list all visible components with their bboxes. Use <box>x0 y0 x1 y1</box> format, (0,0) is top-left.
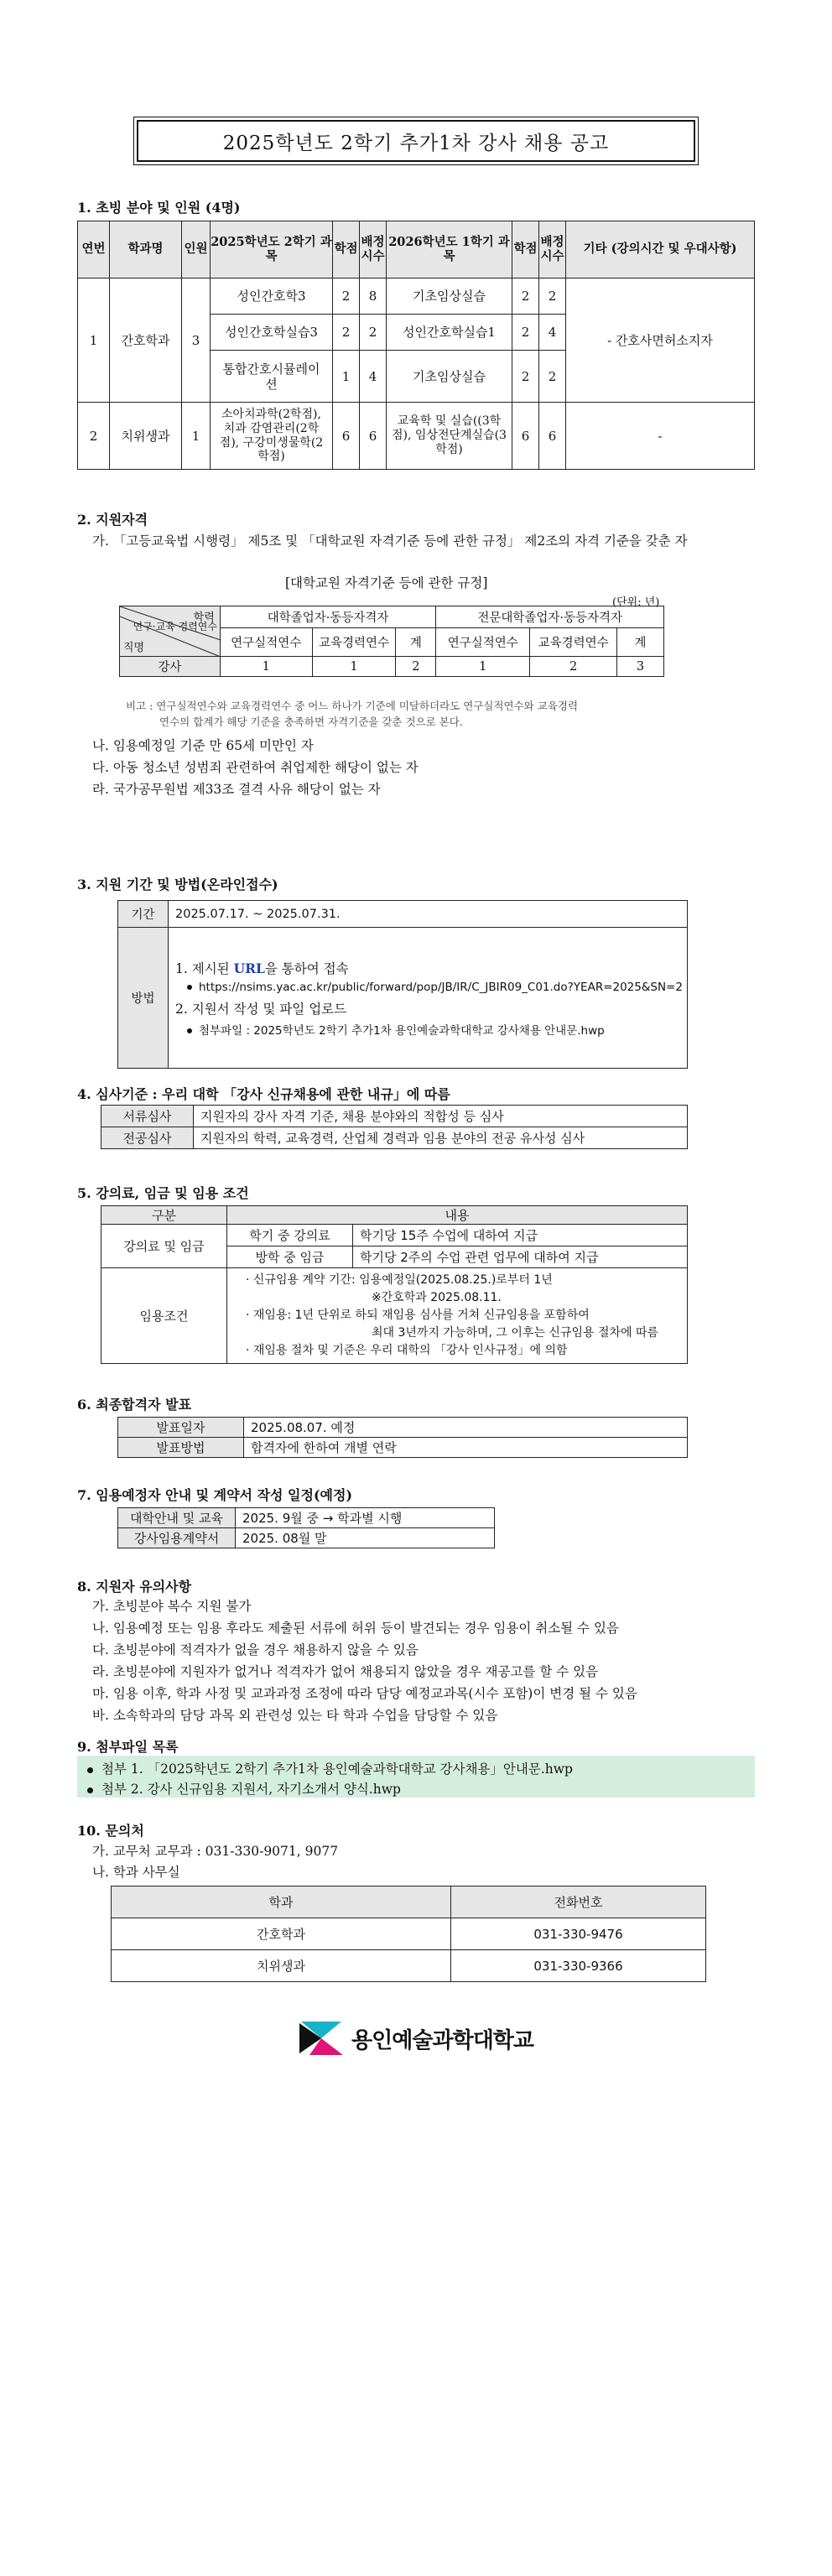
header-subject-2026: 2026학년도 1학기 과목 <box>387 221 512 278</box>
qualification-ra: 라. 국가공무원법 제33조 결격 사유 해당이 없는 자 <box>92 782 381 797</box>
table-row <box>78 278 755 315</box>
hours-cell: 2 <box>539 351 566 403</box>
header-subject-2025: 2025학년도 2학기 과목 <box>211 221 333 278</box>
section-8-heading: 8. 지원자 유의사항 <box>77 1579 192 1595</box>
credit-cell: 2 <box>512 315 539 351</box>
contact-phone: 031-330-9366 <box>451 1950 706 1982</box>
contact-dept: 간호학과 <box>112 1918 451 1950</box>
value-cell: 2 <box>396 657 436 677</box>
table-row <box>112 1918 706 1950</box>
header-no: 연번 <box>78 221 110 278</box>
sub-header: 연구실적연수 <box>436 628 530 657</box>
note-line-1: 비고 : 연구실적연수와 교육경력연수 중 어느 하나가 기준에 미달하더라도 연구실적연수와 교육경력 <box>126 700 579 712</box>
col-header: 구분 <box>101 1206 227 1225</box>
sub-header: 교육경력연수 <box>530 628 617 657</box>
table-row <box>78 403 755 470</box>
schedule-text: 2025. 08월 말 <box>236 1528 495 1548</box>
col-header: 전화번호 <box>451 1886 706 1918</box>
corner-mid-label: 연구·교육 경력연수 <box>133 621 217 632</box>
section-7-heading: 7. 임용예정자 안내 및 계약서 작성 일정(예정) <box>77 1487 353 1503</box>
section-4-heading: 4. 심사기준 : 우리 대학 「강사 신규채용에 관한 내규」에 따름 <box>77 1086 450 1102</box>
unit-label: (단위: 년) <box>612 596 660 609</box>
step1-prefix: 1. 제시된 <box>175 960 234 976</box>
subject-cell: 성인간호학실습1 <box>387 315 512 351</box>
bullet-icon <box>187 985 192 990</box>
pay2-text: 학기당 2주의 수업 관련 업무에 대하여 지급 <box>353 1246 688 1268</box>
schedule-label: 강사임용계약서 <box>118 1528 236 1548</box>
schedule-table <box>117 1507 495 1548</box>
method-label: 방법 <box>118 928 169 1069</box>
schedule-label: 대학안내 및 교육 <box>118 1508 236 1528</box>
subject-cell: 교육학 및 실습((3학점), 임상전단계실습(3학점) <box>387 403 512 470</box>
announce-text: 2025.08.07. 예정 <box>244 1418 688 1438</box>
notice-item: 마. 임용 이후, 학과 사정 및 교과과정 조정에 따라 담당 예정교과목(시수 포함)이 변경 될 수 있음 <box>92 1686 637 1701</box>
announce-label: 발표방법 <box>118 1438 244 1458</box>
attachment-2-label: 첨부 2. 강사 신규임용 지원서, 자기소개서 양식.hwp <box>101 1782 401 1797</box>
table-row <box>118 1418 688 1438</box>
cond-line: · 재임용 절차 및 기준은 우리 대학의 「강사 인사규정」에 의함 <box>246 1344 568 1357</box>
value-cell: 2 <box>530 657 617 677</box>
method-content <box>169 928 688 1069</box>
hours-cell: 2 <box>360 315 387 351</box>
subject-cell: 성인간호학3 <box>211 278 333 315</box>
row-count: 1 <box>182 403 211 470</box>
table-row <box>118 1528 495 1548</box>
application-link[interactable]: https://nsims.yac.ac.kr/public/forward/pop/JB/IR/C_JBIR09_C01.do?YEAR=2025&SN=2 <box>199 980 683 994</box>
step1-suffix: 을 통하여 접속 <box>264 960 349 976</box>
sub-header: 계 <box>617 628 664 657</box>
hours-cell: 6 <box>360 403 387 470</box>
table-row <box>101 1268 688 1364</box>
section-5-heading: 5. 강의료, 임금 및 임용 조건 <box>77 1185 249 1201</box>
review-table <box>101 1105 688 1149</box>
qualification-table <box>119 606 664 677</box>
value-cell: 1 <box>220 657 312 677</box>
header-count: 인원 <box>182 221 211 278</box>
table-row <box>101 1225 688 1246</box>
step1-url-text: URL <box>233 960 265 976</box>
subject-cell: 통합간호시뮬레이션 <box>211 351 333 403</box>
page-title: 2025학년도 2학기 추가1차 강사 채용 공고 <box>137 120 695 162</box>
group1-header: 대학졸업자·동등자격자 <box>220 606 436 628</box>
review-label: 전공심사 <box>101 1127 194 1149</box>
notice-item: 라. 초빙분야에 지원자가 없거나 적격자가 없어 채용되지 않았을 경우 재공고를 할 수 있음 <box>92 1664 599 1679</box>
contact-table <box>111 1886 706 1982</box>
table-row <box>101 1127 688 1149</box>
cond-line: · 신규임용 계약 기간: 임용예정일(2025.08.25.)로부터 1년 <box>246 1273 553 1287</box>
table-row <box>118 1438 688 1458</box>
table-row <box>118 1508 495 1528</box>
attachment-2[interactable] <box>87 1779 401 1798</box>
announce-label: 발표일자 <box>118 1418 244 1438</box>
section-9-heading: 9. 첨부파일 목록 <box>77 1739 179 1755</box>
header-etc: 기타 (강의시간 및 우대사항) <box>566 221 755 278</box>
row-dept: 간호학과 <box>110 278 182 403</box>
subject-cell: 기초임상실습 <box>387 351 512 403</box>
col-header: 내용 <box>227 1206 688 1225</box>
subject-cell: 기초임상실습 <box>387 278 512 315</box>
header-hours: 배정시수 <box>360 221 387 278</box>
qualification-table-title: [대학교원 자격기준 등에 관한 규정] <box>285 575 488 591</box>
row-no: 2 <box>78 403 110 470</box>
contact-ga: 가. 교무처 교무과 : 031-330-9071, 9077 <box>92 1844 339 1859</box>
section-3-heading: 3. 지원 기간 및 방법(온라인접수) <box>77 877 278 892</box>
notice-item: 다. 초빙분야에 적격자가 없을 경우 채용하지 않을 수 있음 <box>92 1642 419 1657</box>
section-6-heading: 6. 최종합격자 발표 <box>77 1397 192 1413</box>
pay2-label: 방학 중 임금 <box>227 1246 353 1268</box>
header-hours-2: 배정시수 <box>539 221 566 278</box>
row-label: 강사 <box>120 657 221 677</box>
bullet-icon <box>187 1028 192 1033</box>
sub-header: 연구실적연수 <box>220 628 312 657</box>
notice-item: 가. 초빙분야 복수 지원 불가 <box>92 1599 252 1614</box>
header-credit-2: 학점 <box>512 221 539 278</box>
review-text: 지원자의 강사 자격 기준, 채용 분야와의 적합성 등 심사 <box>194 1106 688 1127</box>
note-line-2: 연수의 합계가 해당 기준을 충족하면 자격기준을 갖춘 것으로 본다. <box>159 716 463 728</box>
pay-label: 강의료 및 임금 <box>101 1225 227 1268</box>
row-count: 3 <box>182 278 211 403</box>
value-cell: 3 <box>617 657 664 677</box>
cond-content <box>227 1268 688 1364</box>
value-cell: 1 <box>312 657 396 677</box>
section-2-heading: 2. 지원자격 <box>77 512 148 528</box>
period-value: 2025.07.17. ~ 2025.07.31. <box>169 901 688 928</box>
row-dept: 치위생과 <box>110 403 182 470</box>
pay1-label: 학기 중 강의료 <box>227 1225 353 1246</box>
cond-line: ※간호학과 2025.08.11. <box>372 1291 502 1304</box>
header-credit: 학점 <box>333 221 360 278</box>
section-1-heading: 1. 초빙 분야 및 인원 (4명) <box>77 200 241 216</box>
university-logo <box>299 2017 534 2059</box>
subject-cell: 성인간호학실습3 <box>211 315 333 351</box>
section-10-heading: 10. 문의처 <box>77 1823 144 1839</box>
row-no: 1 <box>78 278 110 403</box>
credit-cell: 6 <box>512 403 539 470</box>
qualification-da: 다. 아동 청소년 성범죄 관련하여 취업제한 해당이 없는 자 <box>92 760 419 775</box>
attachment-1-label: 첨부 1. 「2025학년도 2학기 추가1차 용인예술과학대학교 강사채용」안내문.hwp <box>101 1762 573 1777</box>
hours-cell: 6 <box>539 403 566 470</box>
announce-text: 합격자에 한하여 개별 연락 <box>244 1438 688 1458</box>
notice-item: 나. 임용예정 또는 임용 후라도 제출된 서류에 허위 등이 발견되는 경우 임용이 취소될 수 있음 <box>92 1621 619 1636</box>
period-label: 기간 <box>118 901 169 928</box>
attachment-note: 첨부파일 : 2025학년도 2학기 추가1차 용인예술과학대학교 강사채용 안내문.hwp <box>199 1023 605 1038</box>
cond-line: · 재임용: 1년 단위로 하되 재임용 심사를 거쳐 신규임용을 포함하여 <box>246 1309 590 1322</box>
corner-cell <box>120 606 221 657</box>
contact-phone: 031-330-9476 <box>451 1918 706 1950</box>
value-cell: 1 <box>436 657 530 677</box>
review-label: 서류심사 <box>101 1106 194 1127</box>
contact-na: 나. 학과 사무실 <box>92 1865 180 1880</box>
announce-table <box>117 1417 688 1458</box>
hours-cell: 4 <box>360 351 387 403</box>
etc-cell: - <box>566 403 755 470</box>
bullet-icon <box>87 1788 93 1793</box>
credit-cell: 2 <box>512 278 539 315</box>
sub-header: 교육경력연수 <box>312 628 396 657</box>
table-row <box>101 1106 688 1127</box>
step2-text: 2. 지원서 작성 및 파일 업로드 <box>175 1001 347 1017</box>
positions-table <box>77 221 755 470</box>
subject-cell: 소아치과학(2학점), 치과 감염관리(2학점), 구강미생물학(2학점) <box>211 403 333 470</box>
application-table <box>117 900 688 1069</box>
table-row <box>120 657 664 677</box>
cond-label: 임용조건 <box>101 1268 227 1364</box>
header-dept: 학과명 <box>110 221 182 278</box>
conditions-table <box>101 1205 688 1364</box>
qualification-ga: 가. 「고등교육법 시행령」 제5조 및 「대학교원 자격기준 등에 관한 규정」 제2조의 자격 기준을 갖춘 자 <box>92 533 688 549</box>
review-text: 지원자의 학력, 교육경력, 산업체 경력과 임용 분야의 전공 유사성 심사 <box>194 1127 688 1149</box>
table-row <box>112 1950 706 1982</box>
attachment-1[interactable] <box>87 1759 573 1777</box>
corner-bottom-label: 직명 <box>123 642 145 654</box>
credit-cell: 2 <box>333 315 360 351</box>
credit-cell: 2 <box>333 278 360 315</box>
logo-mark-icon <box>299 2020 343 2057</box>
hours-cell: 2 <box>539 278 566 315</box>
credit-cell: 2 <box>512 351 539 403</box>
hours-cell: 4 <box>539 315 566 351</box>
notice-item: 바. 소속학과의 담당 과목 외 관련성 있는 타 학과 수업을 담당할 수 있음 <box>92 1708 498 1723</box>
schedule-text: 2025. 9월 중 → 학과별 시행 <box>236 1508 495 1528</box>
bullet-icon <box>87 1767 93 1773</box>
qualification-na: 나. 임용예정일 기준 만 65세 미만인 자 <box>92 738 314 753</box>
logo-text: 용인예술과학대학교 <box>351 2027 534 2053</box>
hours-cell: 8 <box>360 278 387 315</box>
pay1-text: 학기당 15주 수업에 대하여 지급 <box>353 1225 688 1246</box>
credit-cell: 6 <box>333 403 360 470</box>
corner-top-label: 학력 <box>193 611 215 624</box>
credit-cell: 1 <box>333 351 360 403</box>
contact-dept: 치위생과 <box>112 1950 451 1982</box>
group2-header: 전문대학졸업자·동등자격자 <box>436 606 664 628</box>
sub-header: 계 <box>396 628 436 657</box>
cond-line: 최대 3년까지 가능하며, 그 이후는 신규임용 절차에 따름 <box>372 1326 659 1340</box>
etc-cell: - 간호사면허소지자 <box>566 278 755 403</box>
col-header: 학과 <box>112 1886 451 1918</box>
